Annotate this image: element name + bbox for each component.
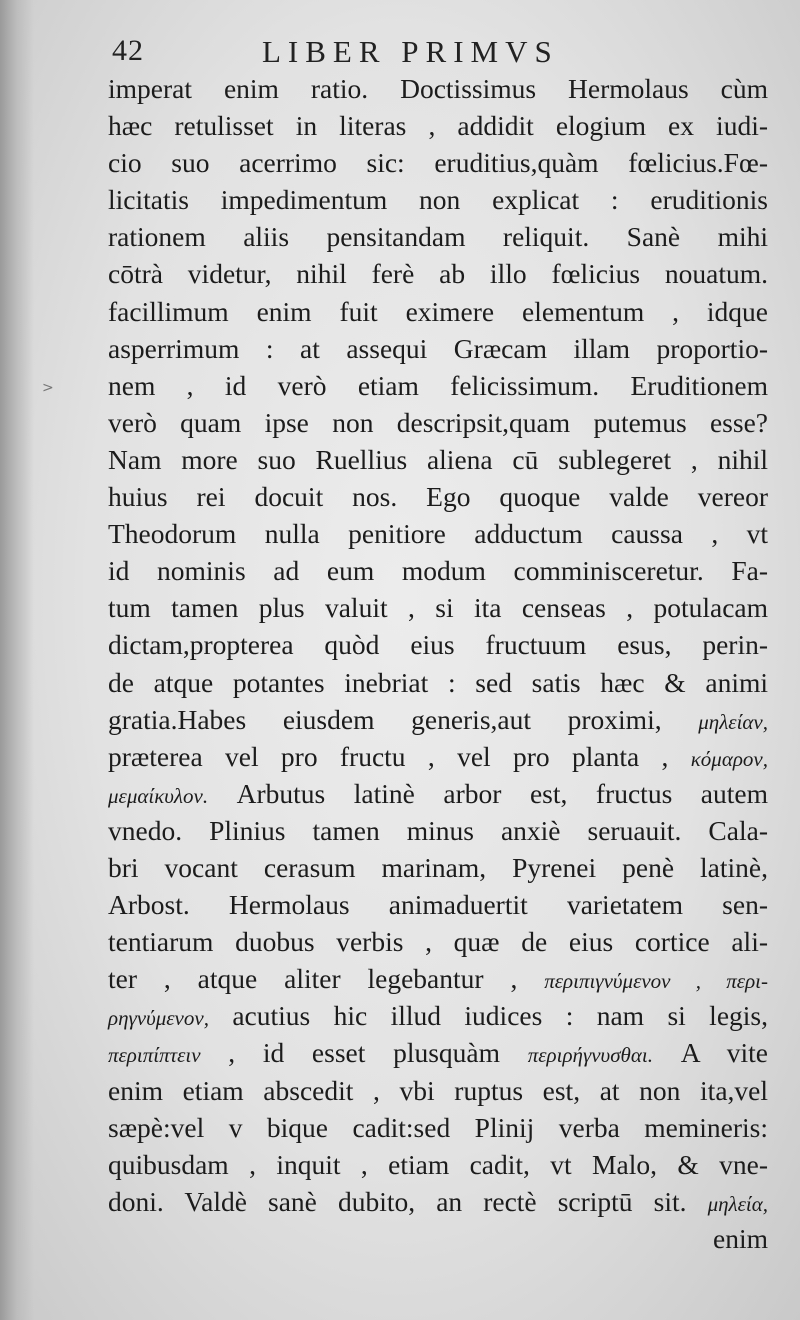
text-line: [108, 701, 768, 738]
text-line: [108, 144, 768, 181]
text-line: [108, 515, 768, 552]
greek-word: περιπιγνύμενον , περι-: [544, 969, 768, 994]
text-run: asperrimum : at assequi Græcam illam proportio-: [108, 332, 768, 364]
text-run: vnedo. Plinius tamen minus anxiè seruauit. Cala-: [108, 814, 768, 846]
text-line: [108, 255, 768, 292]
text-run: Arbutus latinè arbor est, fructus autem: [208, 777, 768, 809]
greek-word: μηλείαν,: [698, 709, 768, 734]
text-line: [108, 1034, 768, 1071]
text-run: Theodorum nulla penitiore adductum caussa , vt: [108, 518, 768, 550]
text-run: licitatis impedimentum non explicat : eruditionis: [108, 184, 768, 216]
text-run: huius rei docuit nos. Ego quoque valde vereor: [108, 481, 768, 513]
text-line: [108, 997, 768, 1034]
text-run: de atque potantes inebriat : sed satis hæc & animi: [108, 666, 768, 698]
text-line: [108, 1109, 768, 1146]
text-run: Arbost. Hermolaus animaduertit varietatem sen-: [108, 889, 768, 921]
text-run: bri vocant cerasum marinam, Pyrenei penè latinè,: [108, 851, 768, 883]
text-line: [108, 1146, 768, 1183]
text-run: cio suo acerrimo sic: eruditius,quàm fœlicius.Fœ-: [108, 147, 768, 179]
text-line: [108, 330, 768, 367]
book-title: LIBER PRIMVS: [262, 34, 559, 69]
text-line: [108, 181, 768, 218]
text-run: doni. Valdè sanè dubito, an rectè scriptū sit.: [108, 1185, 708, 1217]
text-line: [108, 589, 768, 626]
text-line: [108, 849, 768, 886]
text-run: quibusdam , inquit , etiam cadit, vt Malo, & vne-: [108, 1148, 768, 1180]
text-line: [108, 626, 768, 663]
text-run: imperat enim ratio. Doctissimus Hermolaus cùm: [108, 73, 768, 104]
text-run: enim: [713, 1222, 768, 1254]
text-line: [108, 404, 768, 441]
text-line: [108, 960, 768, 997]
text-line: [108, 923, 768, 960]
text-run: gratia.Habes eiusdem generis,aut proximi,: [108, 703, 699, 735]
catchword: [108, 1220, 768, 1257]
text-line: [108, 107, 768, 144]
text-run: dictam,propterea quòd eius fructuum esus, perin-: [108, 629, 768, 661]
text-line: [108, 1183, 768, 1220]
text-run: cōtrà videtur, nihil ferè ab illo fœlicius nouatum.: [108, 258, 768, 290]
body-text: [108, 70, 768, 1257]
text-run: sæpè:vel v bique cadit:sed Plinij verba memineris:: [108, 1111, 768, 1143]
text-run: tum tamen plus valuit , si ita censeas , potulacam: [108, 592, 768, 624]
page-gutter-shadow: [0, 0, 34, 1320]
running-head: [112, 28, 752, 74]
text-line: [108, 552, 768, 589]
page-number: 42: [112, 34, 144, 67]
greek-word: μεμαίκυλον.: [108, 783, 209, 808]
text-line: [108, 738, 768, 775]
greek-word: κόμαρον,: [690, 746, 768, 771]
text-run: , id esset plusquàm: [200, 1037, 528, 1069]
text-run: A vite: [652, 1037, 768, 1069]
text-run: id nominis ad eum modum comminisceretur. Fa-: [108, 555, 768, 587]
greek-word: περιπίπτειν: [108, 1043, 201, 1068]
text-run: tentiarum duobus verbis , quæ de eius cortice ali-: [108, 926, 768, 958]
text-line: [108, 775, 768, 812]
text-run: acutius hic illud iudices : nam si legis,: [208, 1000, 768, 1032]
text-run: facillimum enim fuit eximere elementum , idque: [108, 295, 768, 327]
text-line: [108, 218, 768, 255]
text-run: verò quam ipse non descripsit,quam putemus esse?: [108, 406, 768, 438]
text-run: Nam more suo Ruellius aliena cū sublegeret , nihil: [108, 443, 768, 475]
text-run: nem , id verò etiam felicissimum. Eruditionem: [108, 369, 768, 401]
text-line: [108, 293, 768, 330]
text-line: [108, 886, 768, 923]
text-line: [108, 664, 768, 701]
text-run: hæc retulisset in literas , addidit elogium ex iudi-: [108, 110, 768, 142]
greek-word: μηλεία,: [707, 1191, 768, 1216]
text-run: rationem aliis pensitandam reliquit. Sanè mihi: [108, 221, 768, 253]
text-line: [108, 478, 768, 515]
margin-mark: >: [42, 380, 54, 396]
text-line: [108, 70, 768, 107]
greek-word: ρηγνύμενον,: [108, 1006, 209, 1031]
text-line: [108, 812, 768, 849]
text-line: [108, 367, 768, 404]
text-line: [108, 441, 768, 478]
text-run: præterea vel pro fructu , vel pro planta ,: [108, 740, 691, 772]
text-run: enim etiam abscedit , vbi ruptus est, at non ita,vel: [108, 1074, 768, 1106]
greek-word: περιρήγνυσθαι.: [527, 1043, 653, 1068]
text-line: [108, 1072, 768, 1109]
text-run: ter , atque aliter legebantur ,: [108, 963, 545, 995]
